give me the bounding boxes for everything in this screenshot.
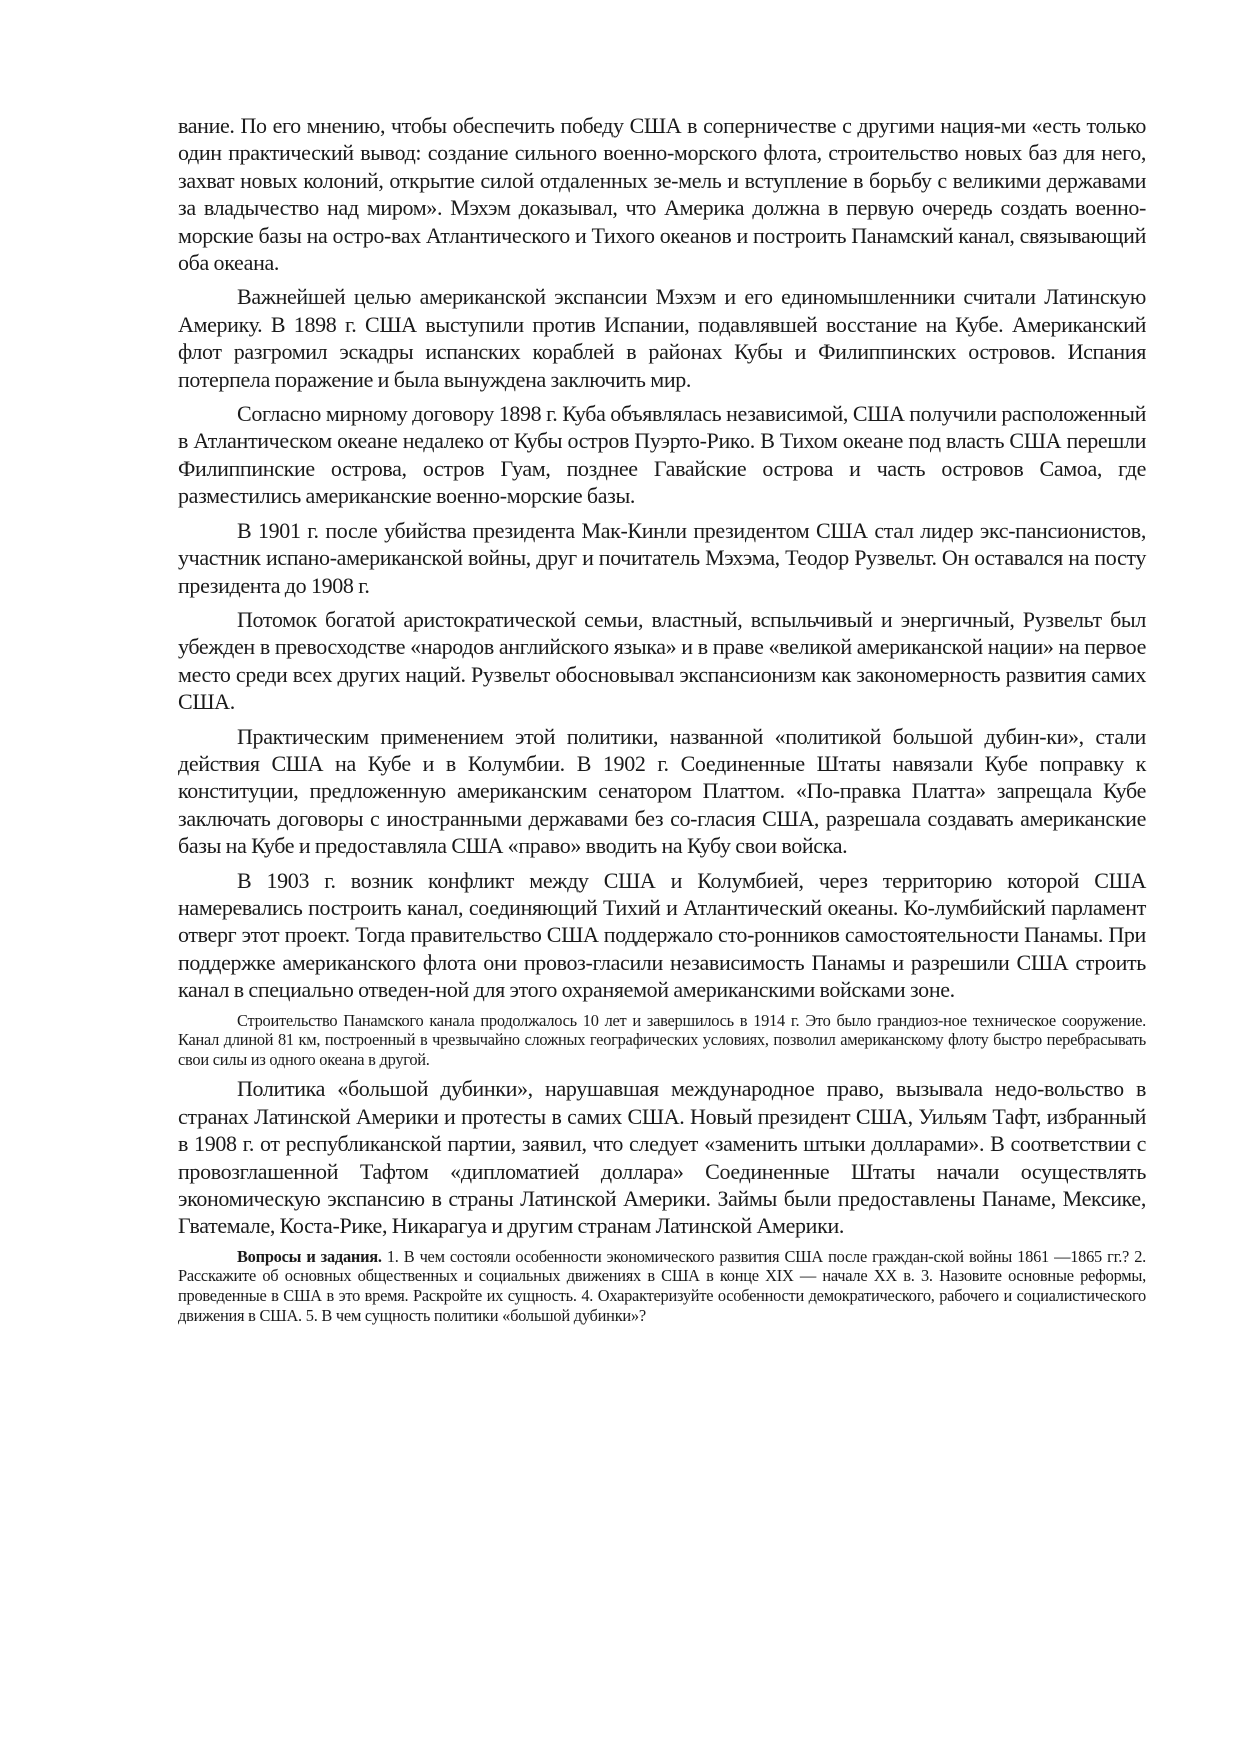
paragraph-mahan-doctrine: вание. По его мнению, чтобы обеспечить победу США в соперничестве с другими нация-ми «есть только один практический вывод: создание сильного военно-морского флота, строительство новых баз для него, захват новых колоний, открытие силой отдаленных зе-мель и вступление в борьбу с великими державами за владычество над миром». Мэхэм доказывал, что Америка должна в первую очередь создать военно-морские базы на остро-вах Атлантического и Тихого океанов и построить Панамский канал, связывающий оба океана. [178,113,1146,276]
paragraph-dollar-diplomacy: Политика «большой дубинки», нарушавшая международное право, вызывала недо-вольство в странах Латинской Америки и протесты в самих США. Новый президент США, Уильям Тафт, избранный в 1908 г. от республиканской партии, заявил, что следует «заменить штыки долларами». В соответствии с провозглашенной Тафтом «дипломатией доллара» Соединенные Штаты начали осуществлять экономическую экспансию в страны Латинской Америки. Займы были предоставлены Панаме, Мексике, Гватемале, Коста-Рике, Никарагуа и другим странам Латинской Америки. [178,1076,1146,1239]
questions-text: 1. В чем состояли особенности экономического развития США после граждан-ской войны 1861 —1865 гг.? 2. Расскажите об основных общественных и социальных движениях в США в конце XIX — начале XX в. 3. Назовите основные реформы, проведенные в США в это время. Раскройте их сущность. 4. Охарактеризуйте особенности демократического, рабочего и социалистического движения в США. 5. В чем сущность политики «большой дубинки»? [178,1246,1146,1325]
paragraph-roosevelt-1901: В 1901 г. после убийства президента Мак-Кинли президентом США стал лидер экс-пансионистов, участник испано-американской войны, друг и почитатель Мэхэма, Теодор Рузвельт. Он оставался на посту президента до 1908 г. [178,517,1146,598]
questions-heading: Вопросы и задания. [237,1246,382,1266]
paragraph-peace-treaty-1898: Согласно мирному договору 1898 г. Куба объявлялась независимой, США получили расположенный в Атлантическом океане недалеко от Кубы остров Пуэрто-Рико. В Тихом океане под власть США перешли Филиппинские острова, остров Гуам, позднее Гавайские острова и часть островов Самоа, где разместились американские военно-морские базы. [178,401,1146,509]
paragraph-latin-america-goal: Важнейшей целью американской экспансии Мэхэм и его единомышленники считали Латинскую Америку. В 1898 г. США выступили против Испании, подавлявшей восстание на Кубе. Американский флот разгромил эскадры испанских кораблей в районах Кубы и Филиппинских островов. Испания потерпела поражение и была вынуждена заключить мир. [178,284,1146,392]
paragraph-big-stick-policy: Практическим применением этой политики, названной «политикой большой дубин-ки», стали действия США на Кубе и в Колумбии. В 1902 г. Соединенные Штаты навязали Кубе поправку к конституции, предложенную американским сенатором Платтом. «По-правка Платта» запрещала Кубе заключать договоры с иностранными державами без со-гласия США, разрешала создавать американские базы на Кубе и предоставляла США «право» вводить на Кубу свои войска. [178,723,1146,859]
document-page [178,112,1146,1331]
note-panama-canal: Строительство Панамского канала продолжалось 10 лет и завершилось в 1914 г. Это было грандиоз-ное техническое сооружение. Канал длиной 81 км, построенный в чрезвычайно сложных географических условиях, позволил американскому флоту быстро перебрасывать свои силы из одного океана в другой. [178,1010,1146,1069]
questions-block [178,1247,1146,1325]
paragraph-roosevelt-character: Потомок богатой аристократической семьи, властный, вспыльчивый и энергичный, Рузвельт был убежден в превосходстве «народов английского языка» и в праве «великой американской нации» на первое место среди всех других наций. Рузвельт обосновывал экспансионизм как закономерность развития самих США. [178,606,1146,715]
paragraph-panama-1903: В 1903 г. возник конфликт между США и Колумбией, через территорию которой США намеревались построить канал, соединяющий Тихий и Атлантический океаны. Ко-лумбийский парламент отверг этот проект. Тогда правительство США поддержало сто-ронников самостоятельности Панамы. При поддержке американского флота они провоз-гласили независимость Панамы и разрешили США строить канал в специально отведен-ной для этого охраняемой американскими войсками зоне. [178,867,1146,1003]
